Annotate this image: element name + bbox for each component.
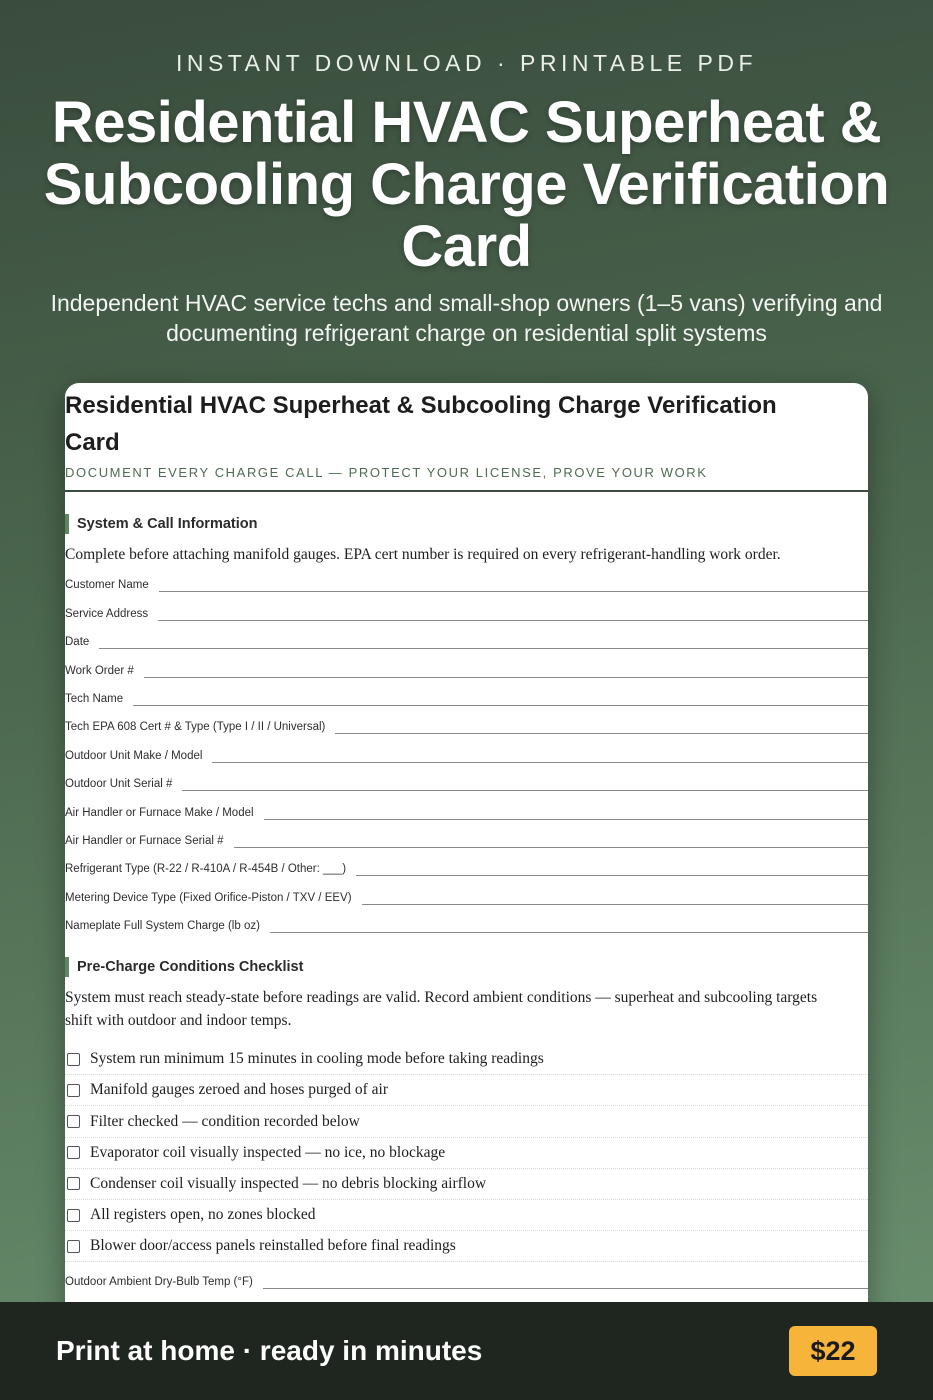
form-field	[65, 765, 868, 793]
form-field	[65, 651, 868, 679]
section-intro-precharge: System must reach steady-state before readings are valid. Record ambient conditions — superheat and subcooling targets shift with outdoor and indoor temps.	[65, 989, 818, 1030]
field-label: Metering Device Type (Fixed Orifice-Piston / TXV / EEV)	[65, 891, 352, 904]
field-line[interactable]	[270, 932, 868, 933]
field-line[interactable]	[99, 648, 868, 649]
checklist-label: Manifold gauges zeroed and hoses purged of air	[90, 1081, 388, 1099]
field-line[interactable]	[335, 733, 868, 734]
hero-title: Residential HVAC Superheat & Subcooling Charge Verification Card	[43, 90, 890, 279]
field-line[interactable]	[133, 705, 868, 706]
field-label: Tech Name	[65, 692, 124, 705]
checklist-label: System run minimum 15 minutes in cooling mode before taking readings	[90, 1050, 544, 1068]
field-label: Outdoor Unit Serial #	[65, 778, 173, 791]
checkbox[interactable]	[67, 1115, 80, 1128]
checklist-label: Condenser coil visually inspected — no debris blocking airflow	[90, 1174, 487, 1192]
checklist-label: Filter checked — condition recorded below	[90, 1112, 360, 1130]
card-tagline: DOCUMENT EVERY CHARGE CALL — PROTECT YOUR LICENSE, PROVE YOUR WORK	[65, 465, 708, 480]
checkbox[interactable]	[67, 1177, 80, 1190]
form-field	[65, 793, 868, 821]
eyebrow: INSTANT DOWNLOAD · PRINTABLE PDF	[175, 50, 758, 76]
field-line[interactable]	[362, 904, 868, 905]
field-label: Date	[65, 636, 90, 649]
checklist-item	[65, 1075, 868, 1106]
checkbox[interactable]	[67, 1146, 80, 1159]
checkbox[interactable]	[67, 1053, 80, 1066]
section-heading-precharge: Pre-Charge Conditions Checklist	[65, 957, 868, 977]
system-info-fields	[65, 566, 868, 935]
section-heading-system-info: System & Call Information	[65, 514, 868, 534]
form-field	[65, 594, 868, 622]
checklist-label: Evaporator coil visually inspected — no ice, no blockage	[90, 1143, 446, 1161]
price-badge[interactable]: $22	[789, 1326, 877, 1376]
checkbox[interactable]	[67, 1240, 80, 1253]
field-label: Customer Name	[65, 579, 149, 592]
field-line[interactable]	[182, 790, 868, 791]
checklist-item	[65, 1200, 868, 1231]
form-field	[65, 736, 868, 764]
field-label: Outdoor Ambient Dry-Bulb Temp (°F)	[65, 1275, 253, 1288]
footer-text: Print at home · ready in minutes	[56, 1335, 483, 1366]
form-field	[65, 680, 868, 708]
form-field	[65, 708, 868, 736]
field-label: Service Address	[65, 607, 149, 620]
form-field	[65, 566, 868, 594]
hero-subtitle: Independent HVAC service techs and small-shop owners (1–5 vans) verifying and documenting refrigerant charge on residential split systems	[50, 290, 883, 346]
checkbox[interactable]	[67, 1209, 80, 1222]
checklist-item	[65, 1169, 868, 1200]
field-line[interactable]	[159, 591, 868, 592]
checklist-item	[65, 1231, 868, 1262]
field-label: Nameplate Full System Charge (lb oz)	[65, 920, 260, 933]
form-field	[65, 822, 868, 850]
field-label: Air Handler or Furnace Serial #	[65, 834, 224, 847]
form-field	[65, 878, 868, 906]
checklist-item	[65, 1138, 868, 1169]
field-label: Work Order #	[65, 664, 134, 677]
field-line[interactable]	[356, 875, 868, 876]
field-line[interactable]	[263, 1288, 868, 1289]
section-intro-system-info: Complete before attaching manifold gauges. EPA cert number is required on every refrigerant-handling work order.	[65, 546, 781, 563]
field-label: Air Handler or Furnace Make / Model	[65, 806, 254, 819]
card-title: Residential HVAC Superheat & Subcooling Charge Verification Card	[65, 392, 777, 456]
checklist-item	[65, 1106, 868, 1137]
field-line[interactable]	[158, 620, 868, 621]
card-header	[65, 383, 868, 492]
field-label: Refrigerant Type (R-22 / R-410A / R-454B / Other: ___)	[65, 863, 347, 876]
form-field	[65, 907, 868, 935]
checklist-item	[65, 1044, 868, 1075]
field-line[interactable]	[212, 762, 868, 763]
field-line[interactable]	[264, 819, 868, 820]
checklist-label: All registers open, no zones blocked	[90, 1206, 316, 1224]
form-field	[65, 850, 868, 878]
field-label: Outdoor Unit Make / Model	[65, 749, 203, 762]
field-label: Tech EPA 608 Cert # & Type (Type I / II / Universal)	[65, 721, 326, 734]
checklist-label: Blower door/access panels reinstalled before final readings	[90, 1237, 456, 1255]
form-field	[65, 623, 868, 651]
preview-card	[65, 383, 868, 1323]
footer-bar	[0, 1302, 933, 1400]
field-line[interactable]	[234, 847, 868, 848]
precharge-checklist	[65, 1044, 868, 1262]
checkbox[interactable]	[67, 1084, 80, 1097]
field-line[interactable]	[144, 677, 868, 678]
form-field	[65, 1262, 868, 1290]
